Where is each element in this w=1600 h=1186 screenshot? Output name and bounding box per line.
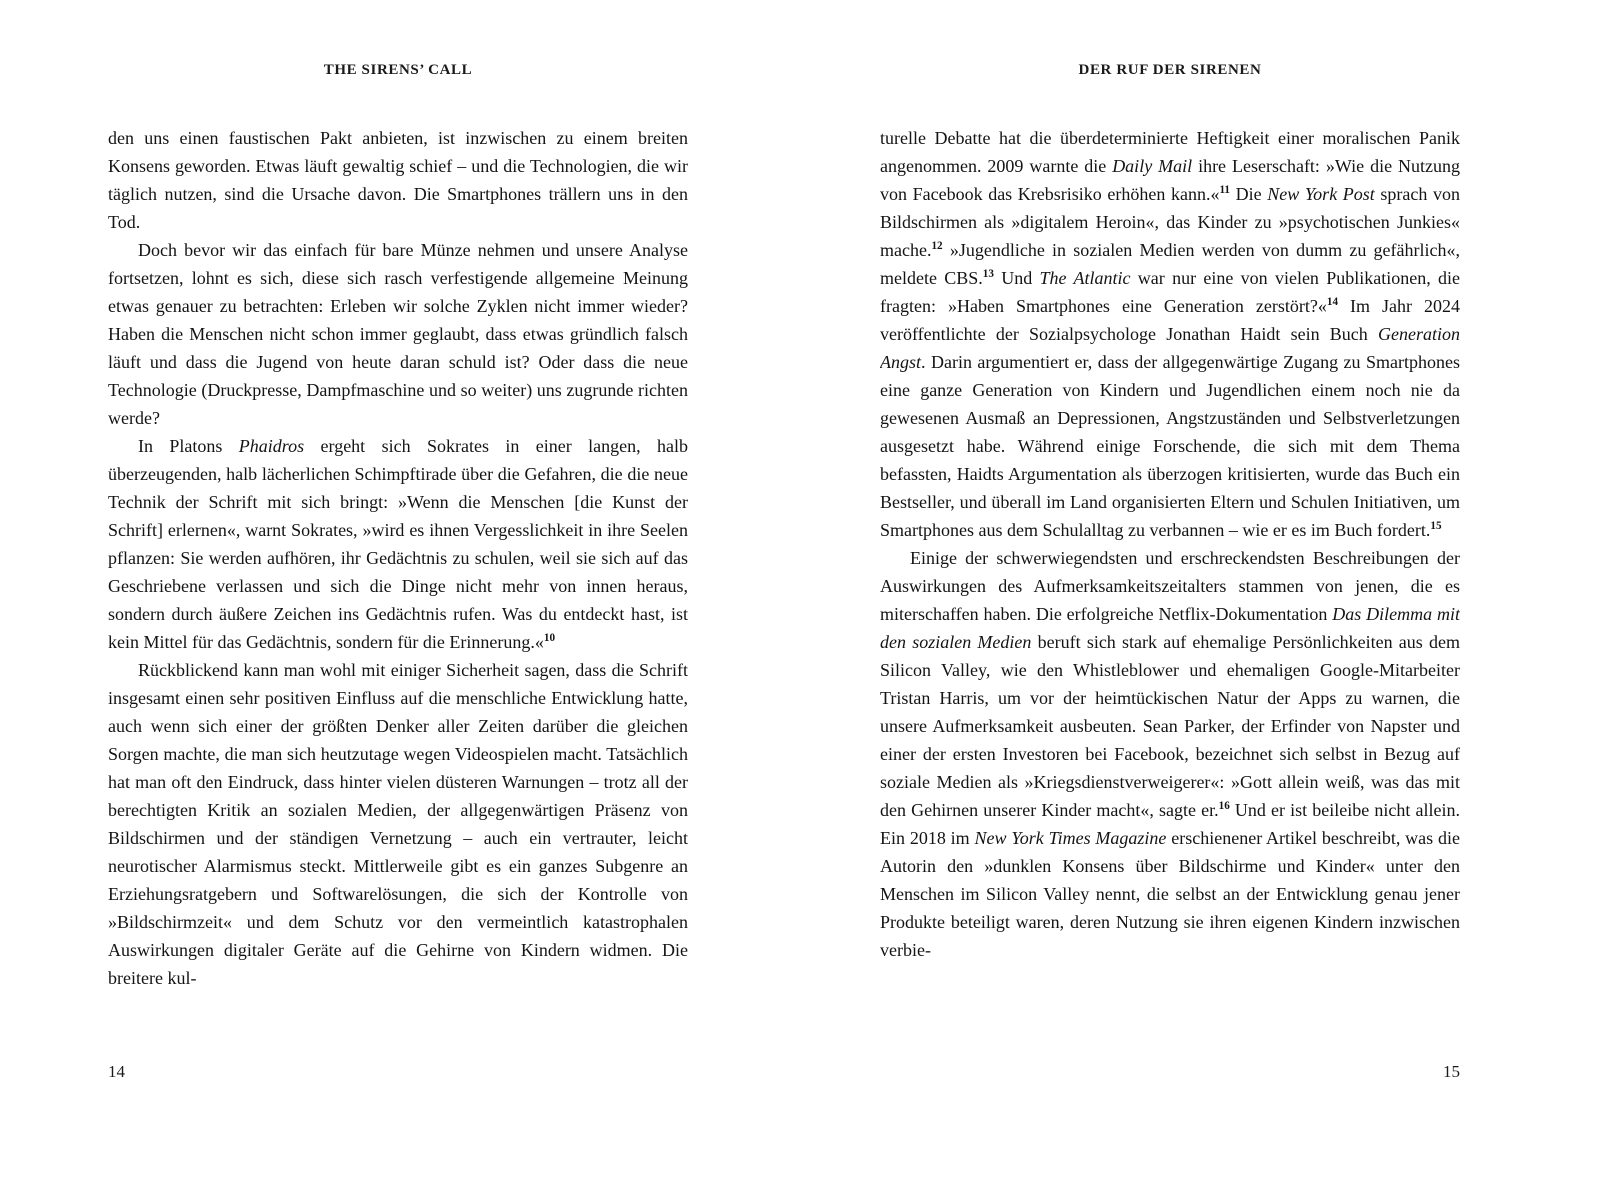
footnote-marker: 10	[543, 632, 556, 644]
paragraph	[108, 124, 688, 236]
text-run: ergeht sich Sokrates in einer langen, halb überzeugenden, halb lächerlichen Schimpftirade über die Gefahren, die die neue Technik der Schrift mit sich bringt: »Wenn die Menschen [die Kunst der Schrift] erlernen«, warnt Sokrates, »wird es ihnen Vergesslichkeit in ihre Seelen pflanzen: Sie werden aufhören, ihr Gedächtnis zu schulen, weil sie sich auf das Geschriebene verlassen und sich die Dinge nicht mehr von innen heraus, sondern durch äußere Zeichen ins Gedächtnis rufen. Was du entdeckt hast, ist kein Mittel für das Gedächtnis, sondern für die Erinnerung.«	[108, 436, 688, 652]
paragraph	[108, 656, 688, 992]
text-run: Die	[1230, 184, 1268, 204]
text-run: war nur eine von vielen Publikationen, die fragten: »Haben Smartphones eine Generation zerstört?«	[880, 268, 1460, 316]
footnote-marker: 12	[931, 240, 943, 252]
text-run: . Darin argumentiert er, dass der allgegenwärtige Zugang zu Smartphones eine ganze Generation von Kindern und Jugendlichen einem noch nie da gewesenen Ausmaß an Depressionen, Angstzuständen und Selbstverletzungen ausgesetzt habe. Während einige Forschende, die sich mit dem Thema befassten, Haidts Argumentation als überzogen kritisierten, wurde das Buch ein Bestseller, und überall im Land organisierten Eltern und Schulen Initiativen, um Smartphones aus dem Schulalltag zu verbannen – wie er es im Buch fordert.	[880, 352, 1460, 540]
text-run: beruft sich stark auf ehemalige Persönlichkeiten aus dem Silicon Valley, wie den Whistleblower und ehemaligen Google-Mitarbeiter Tristan Harris, um vor der heimtückischen Natur der Apps zu warnen, die unsere Aufmerksamkeit ausbeuten. Sean Parker, der Erfinder von Napster und einer der ersten Investoren bei Facebook, bezeichnet sich selbst in Bezug auf soziale Medien als »Kriegsdienstverweigerer«: »Gott allein weiß, was das mit den Gehirnen unserer Kinder macht«, sagte er.	[880, 632, 1460, 820]
paragraph	[880, 124, 1460, 544]
footnote-marker: 14	[1326, 296, 1339, 308]
text-run: erschienener Artikel beschreibt, was die Autorin den »dunklen Konsens über Bildschirme und Kinder« unter den Menschen im Silicon Valley nennt, die selbst an der Entwicklung genau jener Produkte beteiligt waren, deren Nutzung sie ihren eigenen Kindern inzwischen verbie-	[880, 828, 1460, 960]
text-run: In Platons	[138, 436, 239, 456]
text-run: den uns einen faustischen Pakt anbieten, ist inzwischen zu einem breiten Konsens geworden. Etwas läuft gewaltig schief – und die Technologien, die wir täglich nutzen, sind die Ursache davon. Die Smartphones trällern uns in den Tod.	[108, 128, 688, 232]
running-head-right: DER RUF DER SIRENEN	[1078, 62, 1262, 78]
text-run: »Jugendliche in sozialen Medien werden von dumm zu gefährlich«, meldete CBS.	[880, 240, 1460, 288]
italic-title: Daily Mail	[1112, 156, 1193, 176]
footnote-marker: 15	[1430, 520, 1442, 532]
text-run: sprach von Bildschirmen als »digitalem Heroin«, das Kinder zu »psychotischen Junkies« mache.	[880, 184, 1460, 260]
page-number-left: 14	[108, 1062, 125, 1081]
footnote-marker: 16	[1218, 800, 1230, 812]
page-right	[800, 0, 1600, 1186]
text-run: Einige der schwerwiegendsten und erschreckendsten Beschreibungen der Auswirkungen des Aufmerksamkeitszeitalters stammen von jenen, die es miterschaffen haben. Die erfolgreiche Netflix-Dokumentation	[880, 548, 1460, 624]
text-run: ihre Leserschaft: »Wie die Nutzung von Facebook das Krebsrisiko erhöhen kann.«	[880, 156, 1460, 204]
body-text-right	[880, 124, 1460, 1036]
page-number-right: 15	[1443, 1062, 1460, 1081]
italic-title: Generation Angst	[880, 324, 1460, 372]
italic-title: New York Post	[1267, 184, 1375, 204]
paragraph	[108, 432, 688, 656]
text-run: Im Jahr 2024 veröffentlichte der Sozialpsychologe Jonathan Haidt sein Buch	[880, 296, 1460, 344]
body-text-left	[108, 124, 688, 1036]
paragraph	[108, 236, 688, 432]
footnote-marker: 13	[982, 268, 994, 280]
running-head-left: THE SIRENS’ CALL	[323, 62, 473, 78]
text-run: Und er ist beileibe nicht allein. Ein 2018 im	[880, 800, 1460, 848]
italic-title: Phaidros	[238, 436, 305, 456]
text-run: Rückblickend kann man wohl mit einiger Sicherheit sagen, dass die Schrift insgesamt einen sehr positiven Einfluss auf die menschliche Entwicklung hatte, auch wenn sich einer der größten Denker aller Zeiten darüber die gleichen Sorgen machte, die man sich heutzutage wegen Videospielen macht. Tatsächlich hat man oft den Eindruck, dass hinter vielen düsteren Warnungen – trotz all der berechtigten Kritik an sozialen Medien, der allgegenwärtigen Präsenz von Bildschirmen und der ständigen Vernetzung – auch ein vertrauter, leicht neurotischer Alarmismus steckt. Mittlerweile gibt es ein ganzes Subgenre an Erziehungsratgebern und Softwarelösungen, die sich der Kontrolle von »Bildschirmzeit« und dem Schutz vor den vermeintlich katastrophalen Auswirkungen digitaler Geräte auf die Gehirne von Kindern widmen. Die breitere kul-	[108, 660, 688, 988]
paragraph	[880, 544, 1460, 964]
italic-title: Das Dilemma mit den sozialen Medien	[880, 604, 1460, 652]
text-run: Und	[993, 268, 1040, 288]
footnote-marker: 11	[1219, 184, 1231, 196]
text-run: Doch bevor wir das einfach für bare Münze nehmen und unsere Analyse fortsetzen, lohnt es sich, diese sich rasch verfestigende allgemeine Meinung etwas genauer zu betrachten: Erleben wir solche Zyklen nicht immer wieder? Haben die Menschen nicht schon immer geglaubt, dass etwas gründlich falsch läuft und dass die Jugend von heute daran schuld ist? Oder dass die neue Technologie (Druckpresse, Dampfmaschine und so weiter) uns zugrunde richten werde?	[108, 240, 688, 428]
italic-title: New York Times Magazine	[974, 828, 1167, 848]
italic-title: The Atlantic	[1039, 268, 1131, 288]
text-run: turelle Debatte hat die überdeterminierte Heftigkeit einer moralischen Panik angenommen. 2009 warnte die	[880, 128, 1460, 176]
